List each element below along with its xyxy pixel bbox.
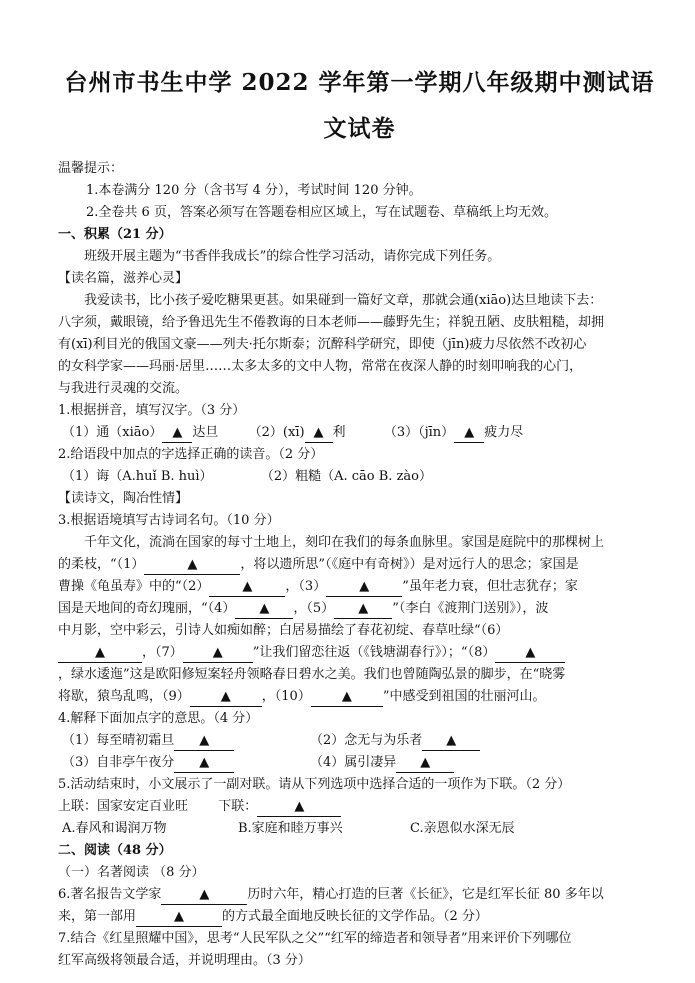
q1-item-3-tail: 疲力尽: [484, 425, 524, 440]
answer-blank[interactable]: ▲: [305, 424, 333, 443]
question-6-cont: [58, 906, 661, 928]
poem-text: ”（李白《渡荆门送别》），波: [392, 601, 549, 616]
q4-item: （2）念无与为乐者: [310, 733, 423, 748]
notice-item: 2.全卷共 6 页，答案必须写在答题卷相应区域上，写在试题卷、草稿纸上均无效。: [86, 205, 557, 220]
poem-line: [58, 686, 661, 708]
q6-text: 历时六年，精心打造的巨著《长征》，它是红军长征 80 多年以: [247, 887, 604, 902]
poem-text: ”中感受到祖国的壮丽河山。: [382, 689, 546, 704]
poem-line: 千年文化，流淌在国家的每寸土地上，刻印在我们的每条血脉里。家国是庭院中的那棵树上: [84, 535, 605, 550]
answer-blank[interactable]: ▲: [396, 754, 454, 773]
passage-line: 八字须，戴眼镜，给予鲁迅先生不倦教诲的日本老师——藤野先生；祥貌丑陋、皮肤粗糙，却拥: [58, 315, 605, 330]
couplet-options: [58, 818, 661, 840]
sub-heading: 【读诗文，陶冶性情】: [58, 491, 189, 506]
question-1-items: [58, 422, 661, 444]
q2-item-2: （2）粗糙（A. cāo B. zào）: [260, 469, 433, 484]
answer-blank[interactable]: ▲: [190, 688, 262, 707]
q4-item: （3）自非亭午夜分: [62, 755, 175, 770]
poem-text: 的柔枝，“（1）: [58, 557, 145, 572]
answer-blank[interactable]: ▲: [334, 600, 392, 619]
answer-blank[interactable]: ▲: [454, 424, 484, 443]
option-b[interactable]: B.家庭和睦万事兴: [238, 821, 343, 836]
q1-item-2-tail: 利: [332, 425, 346, 440]
poem-line: [58, 576, 661, 598]
passage-line: 的女科学家——玛丽·居里……太多太多的文中人物，常常在夜深人静的时刻叩响我的心门，: [58, 359, 583, 374]
answer-blank[interactable]: ▲: [326, 578, 402, 597]
poem-text: 曹操《龟虽寿》中的“（2）: [58, 579, 210, 594]
poem-fill-passage: [58, 532, 661, 708]
answer-blank[interactable]: ▲: [209, 578, 285, 597]
q6-text: 6.著名报告文学家: [58, 887, 162, 902]
question-6: [58, 884, 661, 906]
question-4-row: [58, 752, 661, 774]
poem-text: ，（3）: [285, 579, 327, 594]
title-line-2: 文试卷: [323, 115, 396, 142]
answer-blank[interactable]: ▲: [161, 886, 247, 905]
poem-text: ，（5）: [293, 601, 335, 616]
sub-heading: （一）名著阅读 （8 分）: [58, 865, 205, 880]
q1-item-1-tail: 达旦: [192, 425, 219, 440]
passage-line: 我爱读书，比小孩子爱吃糖果更甚。如果碰到一篇好文章，那就会通(xiāo)达旦地读下去：: [84, 293, 603, 308]
q4-item: （4）属引凄异: [310, 755, 397, 770]
poem-text: ”虽年老力衰，但壮志犹存；家: [402, 579, 578, 594]
q6-text: 的方式最全面地反映长征的文学作品。（2 分）: [222, 909, 488, 924]
question-5: 5.活动结束时，小文展示了一副对联。请从下列选项中选择合适的一项作为下联。（2 分）: [58, 777, 571, 792]
q4-item: （1）每至晴初霜旦: [62, 733, 175, 748]
question-1: 1.根据拼音，填写汉字。（3 分）: [58, 403, 246, 418]
answer-blank[interactable]: ▲: [311, 688, 383, 707]
question-7-cont: 红军高级将领最合适，并说明理由。（3 分）: [58, 953, 311, 968]
passage-line: 有(xī)利目光的俄国文豪——列夫·托尔斯泰；沉醉科学研究，即使（jīn)疲力尽依然不改初心: [58, 337, 587, 352]
option-c[interactable]: C.亲恩似水深无辰: [410, 821, 515, 836]
option-a[interactable]: A.春风和谒润万物: [62, 821, 167, 836]
poem-line: [58, 642, 661, 664]
poem-text: 将歇，猿鸟乱鸣，（9）: [58, 689, 190, 704]
answer-blank[interactable]: ▲: [136, 908, 222, 927]
couplet: [58, 796, 661, 818]
question-2: 2.给语段中加点的字选择正确的读音。（2 分）: [58, 447, 324, 462]
question-2-items: [58, 466, 661, 488]
section-heading: 二、阅读（48 分）: [58, 843, 172, 858]
passage-line: 与我进行灵魂的交流。: [58, 381, 189, 396]
answer-blank[interactable]: ▲: [257, 798, 341, 817]
poem-line: [58, 620, 661, 642]
answer-blank[interactable]: ▲: [174, 754, 234, 773]
poem-text: 国是天地间的奇幻瑰丽，“（4）: [58, 601, 236, 616]
answer-blank[interactable]: ▲: [495, 644, 565, 663]
poem-text: ”让我们留恋往返（《钱塘湖春行》）；“（8）: [252, 645, 496, 660]
answer-blank[interactable]: ▲: [174, 732, 234, 751]
poem-line: [58, 598, 661, 620]
exam-title: [58, 60, 661, 152]
reading-passage: [58, 290, 661, 400]
question-3: 3.根据语境填写古诗词名句。（10 分）: [58, 513, 280, 528]
sub-heading: 【读名篇，滋养心灵】: [58, 271, 189, 286]
q2-item-1: （1）诲（A.huǐ B. huì）: [62, 469, 213, 484]
poem-text: ，（7）: [142, 645, 183, 660]
question-4-row: [58, 730, 661, 752]
answer-blank[interactable]: ▲: [235, 600, 293, 619]
answer-blank[interactable]: ▲: [183, 644, 253, 663]
couplet-upper: 上联：国家安定百业旺: [58, 799, 189, 814]
question-7: 7.结合《红星照耀中国》，思考“人民军队之父”“红军的缔造者和领导者”用来评价下列哪位: [58, 931, 572, 946]
q6-text: 来，第一部用: [58, 909, 137, 924]
q1-item-1: （1）通（xiāo）: [62, 425, 163, 440]
q1-item-2: （2）(xī): [248, 425, 305, 440]
answer-blank[interactable]: ▲: [144, 556, 240, 575]
poem-line: [58, 554, 661, 576]
section-heading: 一、积累（21 分）: [58, 227, 172, 242]
poem-text: ，（10）: [261, 689, 311, 704]
notice-item: 1.本卷满分 120 分（含书写 4 分），考试时间 120 分钟。: [86, 183, 422, 198]
title-line-1: 台州市书生中学 2022 学年第一学期八年级期中测试语: [64, 69, 655, 96]
answer-blank[interactable]: ▲: [422, 732, 480, 751]
question-4: 4.解释下面加点字的意思。（4 分）: [58, 711, 259, 726]
notice-label: 温馨提示：: [58, 161, 124, 176]
answer-blank[interactable]: ▲: [162, 424, 192, 443]
poem-text: 中月影，空中彩云，引诗人如痴如醉；白居易描绘了春花初绽、春草吐绿“（6）: [58, 623, 509, 638]
couplet-lower-label: 下联：: [218, 799, 258, 814]
section-intro: 班级开展主题为“书香伴我成长”的综合性学习活动，请你完成下列任务。: [84, 249, 501, 264]
q1-item-3: （3）（jīn）: [383, 425, 455, 440]
poem-line: ，绿水逶迤”这是欧阳修短案轻舟领略春日碧水之美。我们也曾随陶弘景的脚步，在“晓雾: [58, 667, 566, 682]
answer-blank[interactable]: ▲: [58, 644, 142, 663]
poem-text: ，将以遗所思”（《庭中有奇树》）是对远行人的思念；家国是: [240, 557, 579, 572]
